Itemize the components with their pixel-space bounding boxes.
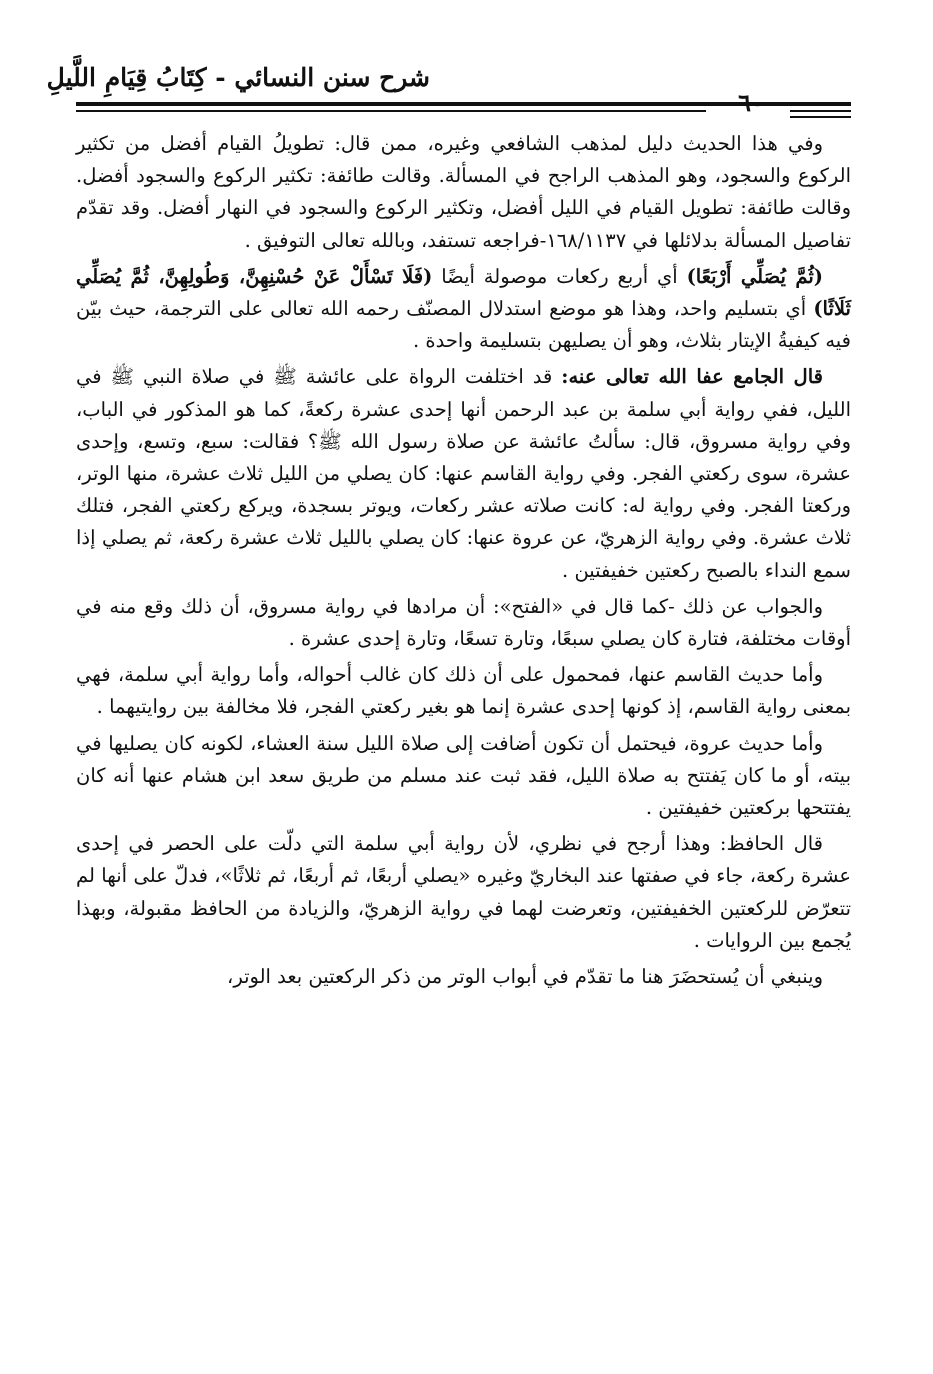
page-number: ٦٠ <box>738 88 764 117</box>
paragraph-3-text: قد اختلفت الرواة على عائشة ﷺ في صلاة النبي ﷺ في الليل، ففي رواية أبي سلمة بن عبد الرحمن أنها إحدى عشرة ركعةً، كما هو المذكور في الباب، وفي رواية مسروق، قال: سألتُ عائشة عن صلاة رسول الله ﷺ؟ فقالت: سبع، وتسع، وإحدى عشرة، سوى ركعتي الفجر. وفي رواية القاسم عنها: كان يصلي من الليل ثلاث عشرة، منها الوتر، وركعتا الفجر. وفي رواية له: كانت صلاته عشر ركعات، ويوتر بسجدة، ويركع ركعتي الفجر، فتلك ثلاث عشرة. وفي رواية الزهريّ، عن عروة عنها: كان يصلي بالليل ثلاث عشرة ركعة، ثم يصلي إذا سمع النداء بالصبح ركعتين خفيفتين . <box>76 365 851 582</box>
paragraph-1: وفي هذا الحديث دليل لمذهب الشافعي وغيره، ممن قال: تطويلُ القيام أفضل من تكثير الركوع والسجود، وهو المذهب الراجح في المسألة. وقالت طائفة: تكثير الركوع والسجود أفضل. وقالت طائفة: تطويل القيام في الليل أفضل، وتكثير الركوع والسجود في النهار أفضل. وقد تقدّم تفاصيل المسألة بدلائلها في ١٦٨/١١٣٧-فراجعه تستفد، وبالله تعالى التوفيق . <box>76 132 851 252</box>
hadith-quote-1: (ثُمَّ يُصَلِّي أَرْبَعًا) <box>686 264 823 288</box>
paragraph-2-text-1: أي أربع ركعات موصولة أيضًا <box>432 264 687 288</box>
paragraph-8: وينبغي أن يُستحضَرَ هنا ما تقدّم في أبواب الوتر من ذكر الركعتين بعد الوتر، <box>227 965 823 989</box>
paragraph-4: والجواب عن ذلك -كما قال في «الفتح»: أن مرادها في رواية مسروق، أن ذلك وقع منه في أوقات مختلفة، فتارة كان يصلي سبعًا، وتارة تسعًا، وتارة إحدى عشرة . <box>76 594 851 651</box>
paragraph-6: وأما حديث عروة، فيحتمل أن تكون أضافت إلى صلاة الليل سنة العشاء، لكونه كان يصليها في بيته، أو ما كان يَفتتح به صلاة الليل، فقد ثبت عند مسلم من طريق سعد ابن هشام عنها أنه كان يفتتحها بركعتين خفيفتين . <box>76 731 851 820</box>
hadith-quote-2: (فَلَا تَسْأَلْ عَنْ حُسْنِهِنَّ، وَطُولِهِنَّ، ثُمَّ يُصَلِّي ثَلَاثًا) <box>76 264 851 321</box>
header-rule-thin <box>76 110 706 112</box>
header-rule-right-2 <box>790 116 851 118</box>
main-text <box>76 128 851 997</box>
author-note-label: قال الجامع عفا الله تعالى عنه: <box>561 365 823 389</box>
paragraph-5: وأما حديث القاسم عنها، فمحمول على أن ذلك كان غالب أحواله، وأما رواية أبي سلمة، فهي بمعنى رواية القاسم، إذ كونها إحدى عشرة إنما هو بغير ركعتي الفجر، فلا مخالفة بين روايتيهما . <box>76 663 851 719</box>
paragraph-2 <box>76 261 851 358</box>
paragraph-3 <box>76 361 851 586</box>
paragraph-2-text-2: أي بتسليم واحد، وهذا هو موضع استدلال المصنّف رحمه الله تعالى على الترجمة، حيث بيّن فيه كيفيةُ الإيتار بثلاث، وهو أن يصليهن بتسليمة واحدة . <box>76 297 851 353</box>
paragraph-7: قال الحافظ: وهذا أرجح في نظري، لأن رواية أبي سلمة التي دلّت على الحصر في إحدى عشرة ركعة، جاء في صفتها عند البخاريّ وغيره «يصلي أربعًا، ثم أربعًا، ثم ثلاثًا»، فدلّ على أنها لم تتعرّض للركعتين الخفيفتين، وتعرضت لهما في رواية الزهريّ، والزيادة من الحافظ مقبولة، وبهذا يُجمع بين الروايات . <box>76 832 851 952</box>
header-rule-right-1 <box>790 110 851 112</box>
running-header-title: شرح سنن النسائي - كِتَابُ قِيَامِ اللَّيلِ <box>46 63 430 92</box>
